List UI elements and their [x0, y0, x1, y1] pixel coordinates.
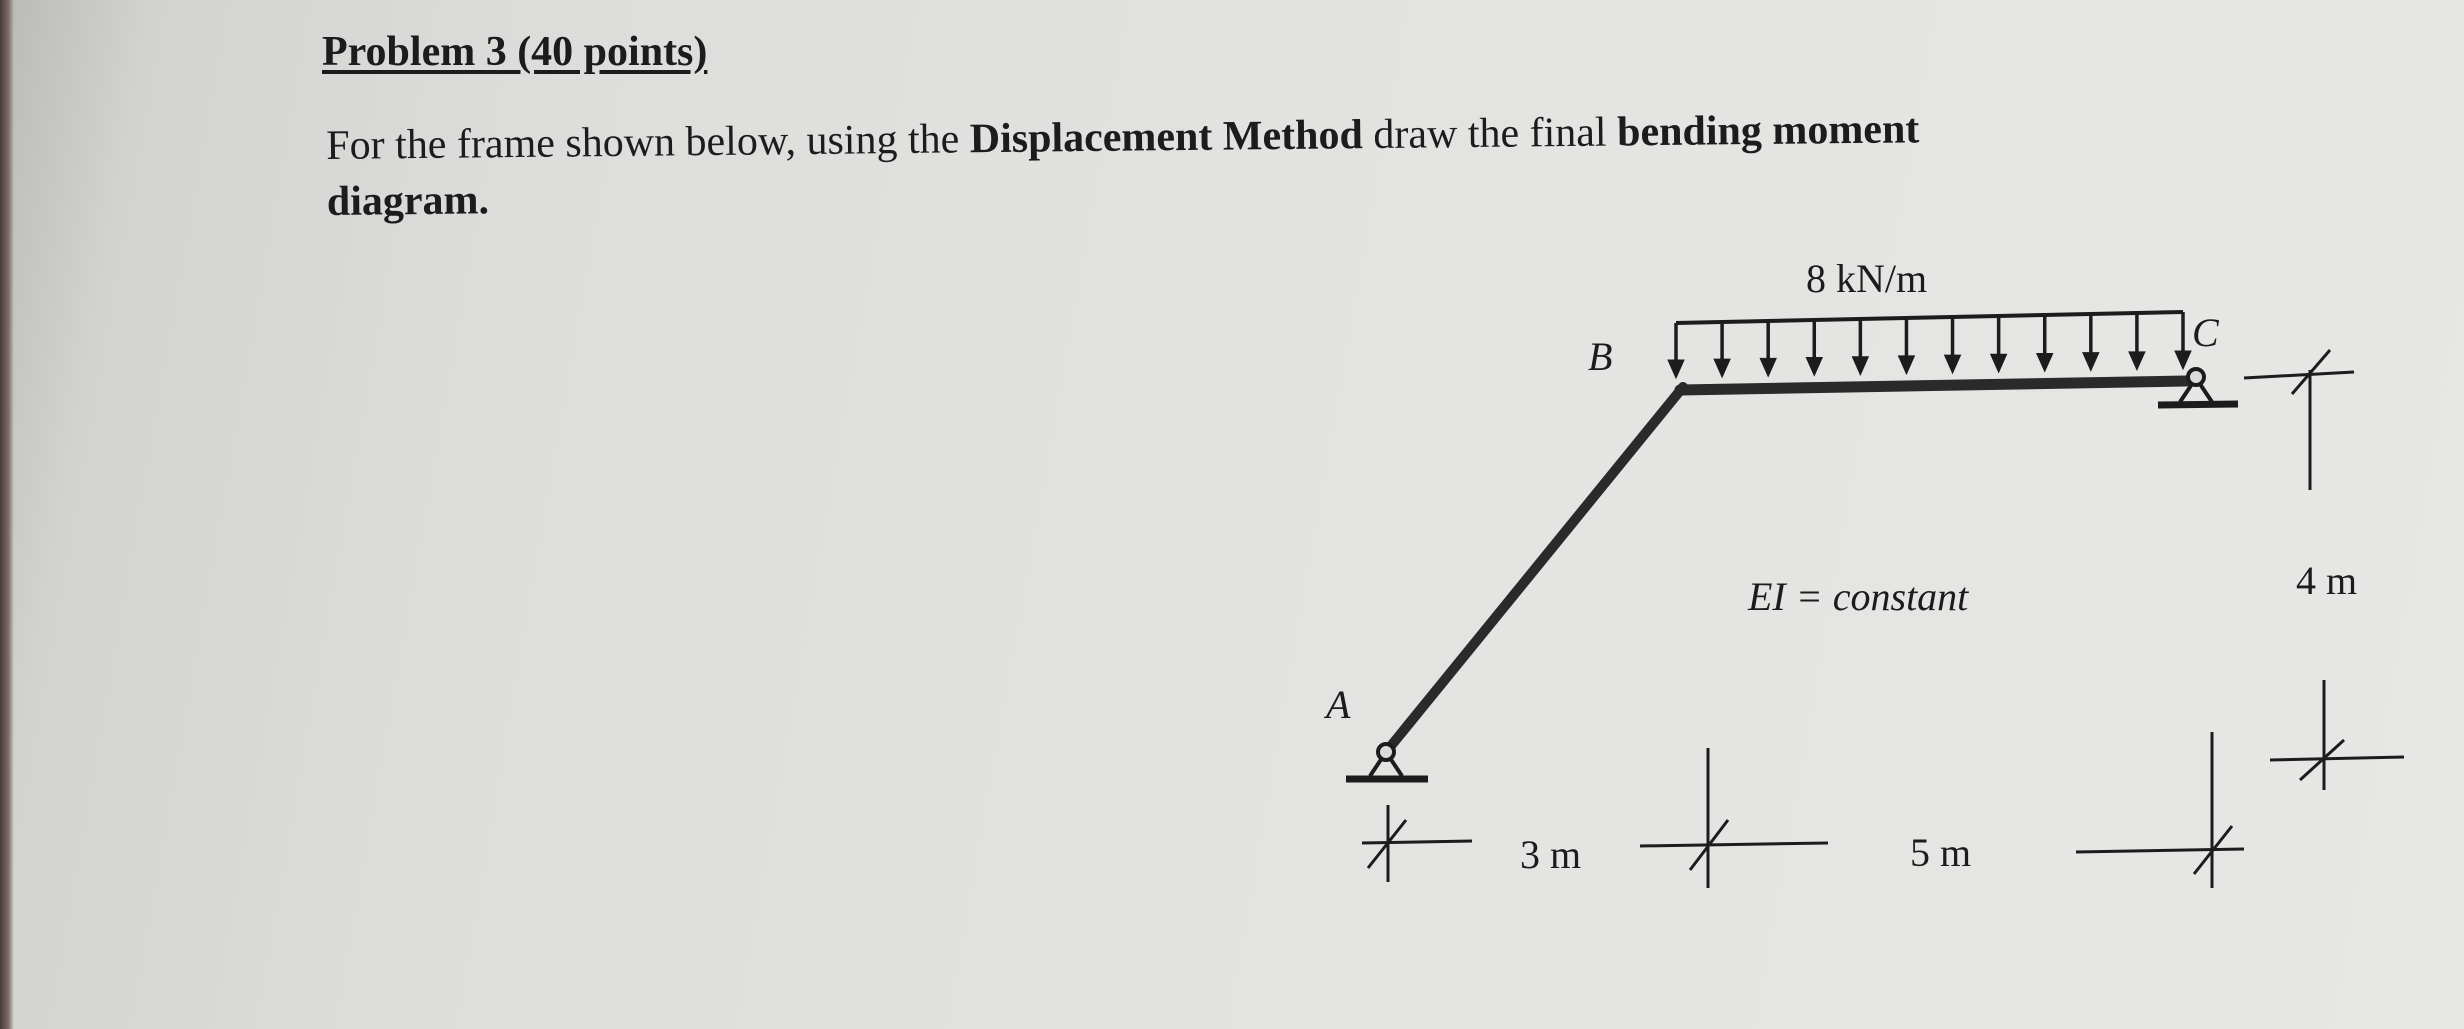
member-bc — [1680, 381, 2186, 390]
stiffness-label: EI = constant — [1748, 574, 1969, 619]
load-arrow-head — [2129, 352, 2145, 370]
load-label: 8 kN/m — [1806, 256, 1928, 301]
load-arrow-head — [1668, 360, 1684, 378]
load-top-line — [1676, 312, 2183, 323]
statement-bold-moment: bending moment — [1616, 106, 1920, 156]
joint-label-a: A — [1326, 682, 1351, 727]
load-arrow-head — [1714, 359, 1730, 377]
load-arrow-head — [2175, 351, 2191, 369]
frame-members — [1386, 381, 2186, 752]
height-label: 4 m — [2296, 558, 2358, 603]
statement-text-1: For the frame shown below, using the — [326, 116, 970, 169]
pin-support-a — [1346, 744, 1428, 779]
pin-support-c — [2158, 369, 2238, 405]
statement-text-2: draw the final — [1362, 109, 1618, 159]
member-ab — [1386, 387, 1683, 752]
statement-text-3: diagram. — [326, 177, 490, 225]
load-arrow-head — [1852, 357, 1868, 375]
distributed-load — [1668, 312, 2191, 378]
span-ab-label: 3 m — [1520, 832, 1582, 877]
span-bc-label: 5 m — [1910, 830, 1972, 875]
load-arrow-head — [2083, 353, 2099, 371]
load-arrow-head — [1898, 356, 1914, 374]
statement-bold-method: Displacement Method — [969, 112, 1364, 163]
load-arrow-head — [2037, 353, 2053, 371]
load-arrow-head — [1806, 358, 1822, 376]
horizontal-dimension — [1362, 732, 2244, 888]
load-arrow-head — [1945, 355, 1961, 373]
load-arrow-head — [1760, 358, 1776, 376]
problem-title: Problem 3 (40 points) — [322, 29, 708, 75]
joint-label-b: B — [1588, 334, 1613, 379]
joint-label-c: C — [2192, 310, 2219, 355]
load-arrow-head — [1991, 354, 2007, 372]
